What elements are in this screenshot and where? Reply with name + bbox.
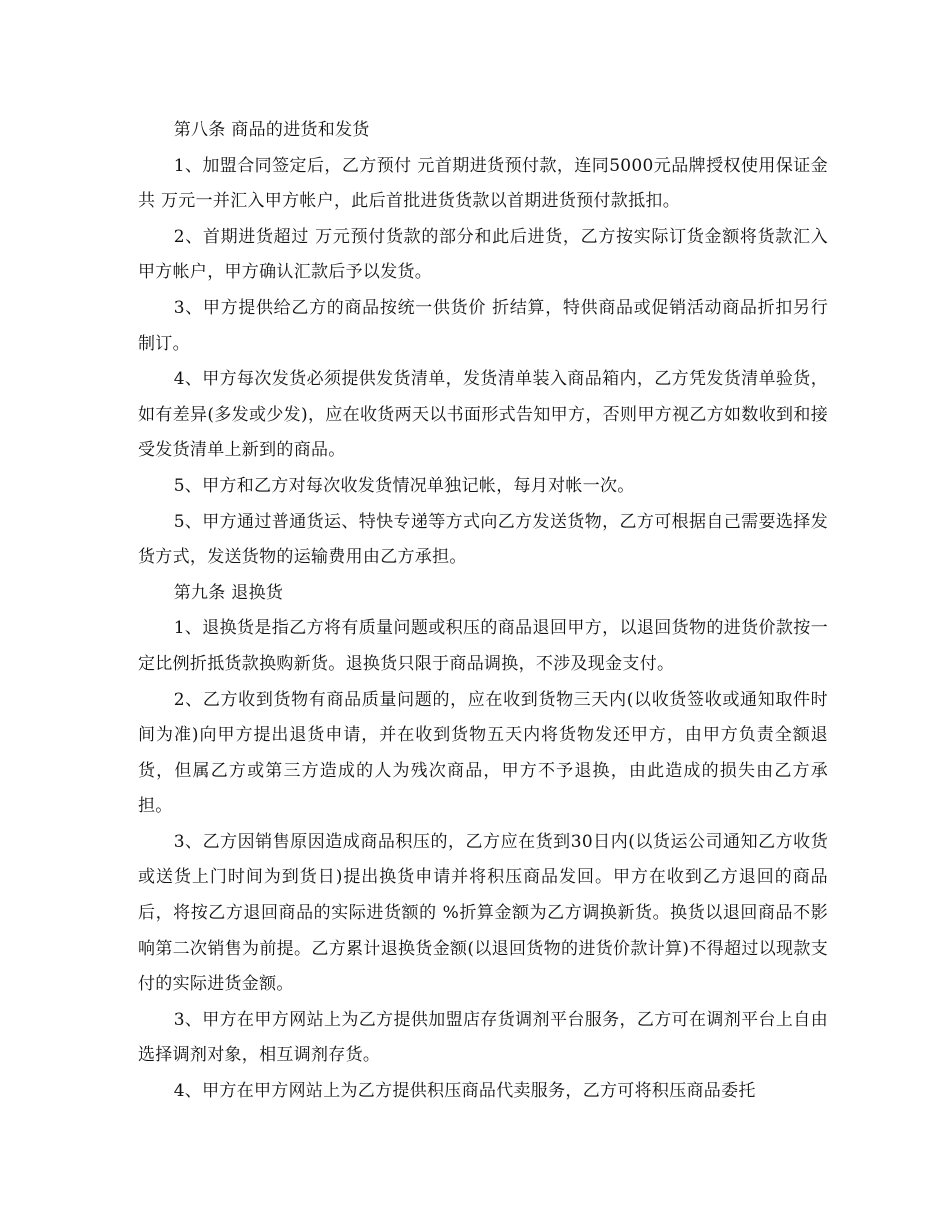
section-9-item-3: 3、乙方因销售原因造成商品积压的，乙方应在货到30日内(以货运公司通知乙方收货或送货上门时间为到货日)提出换货申请并将积压商品发回。甲方在收到乙方退回的商品后，将按乙方退回商品的实际进货额的 %折算金额为乙方调换新货。换货以退回商品不影响第二次销售为前提。乙方累计退换货金额(以退回货物的进货价款计算)不得超过以现款支付的实际进货金额。	[138, 831, 828, 995]
section-8-item-2: 2、首期进货超过 万元预付货款的部分和此后进货，乙方按实际订货金额将货款汇入甲方帐户，甲方确认汇款后予以发货。	[138, 226, 828, 283]
section-9-item-2: 2、乙方收到货物有商品质量问题的，应在收到货物三天内(以收货签收或通知取件时间为准)向甲方提出退货申请，并在收到货物五天内将货物发还甲方，由甲方负责全额退货，但属乙方或第三方造成的人为残次商品，甲方不予退换，由此造成的损失由乙方承担。	[138, 689, 828, 817]
section-8-item-4: 4、甲方每次发货必须提供发货清单，发货清单装入商品箱内，乙方凭发货清单验货，如有差异(多发或少发)，应在收货两天以书面形式告知甲方，否则甲方视乙方如数收到和接受发货清单上新到的商品。	[138, 369, 828, 461]
section-8-item-1: 1、加盟合同签定后，乙方预付 元首期进货预付款，连同5000元品牌授权使用保证金共 万元一并汇入甲方帐户，此后首批进货货款以首期进货预付款抵扣。	[138, 155, 828, 212]
section-9-item-4: 3、甲方在甲方网站上为乙方提供加盟店存货调剂平台服务，乙方可在调剂平台上自由选择调剂对象，相互调剂存货。	[138, 1009, 828, 1066]
section-8-item-5: 5、甲方和乙方对每次收发货情况单独记帐，每月对帐一次。	[173, 475, 635, 496]
section-8-item-6: 5、甲方通过普通货运、特快专递等方式向乙方发送货物，乙方可根据自己需要选择发货方式，发送货物的运输费用由乙方承担。	[138, 511, 828, 568]
section-9-item-5: 4、甲方在甲方网站上为乙方提供积压商品代卖服务，乙方可将积压商品委托	[173, 1081, 756, 1102]
document-body	[138, 113, 828, 1110]
section-9-item-1: 1、退换货是指乙方将有质量问题或积压的商品退回甲方，以退回货物的进货价款按一定比例折抵货款换购新货。退换货只限于商品调换，不涉及现金支付。	[138, 618, 828, 674]
section-8-title: 第八条 商品的进货和发货	[173, 120, 370, 140]
section-8-item-3: 3、甲方提供给乙方的商品按统一供货价 折结算，特供商品或促销活动商品折扣另行制订。	[138, 297, 828, 354]
section-9-title: 第九条 退换货	[173, 582, 284, 603]
